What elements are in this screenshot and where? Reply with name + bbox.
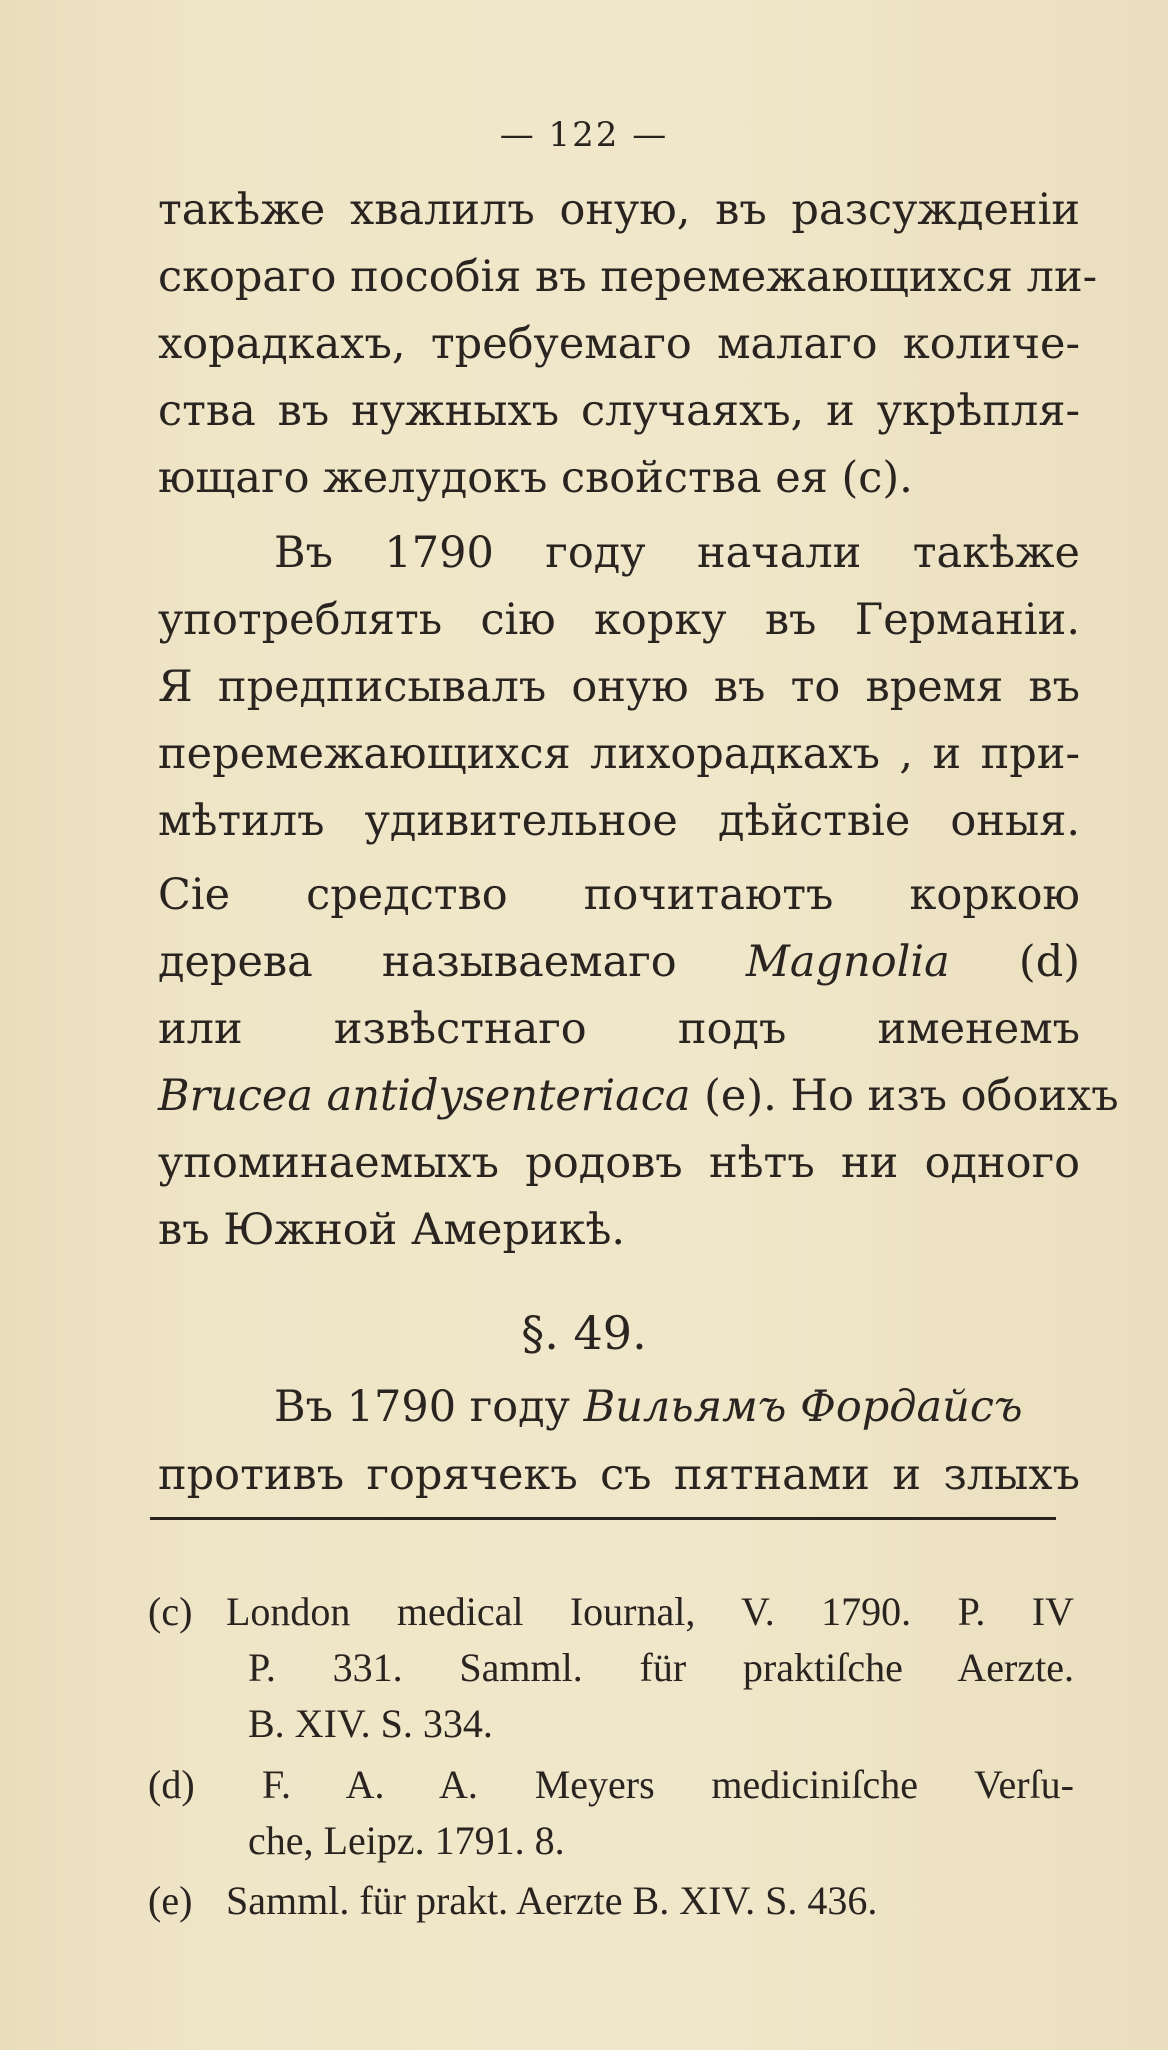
text-span: Въ 1790 году [274,1382,584,1432]
footnote-line: B. XIV. S. 334. [248,1701,493,1746]
latin-term: Brucea antidysenteriaca [158,1071,691,1121]
footnote-line: Samml. für prakt. Aerzte B. XIV. S. 436. [226,1878,878,1923]
text-line: скораго пособія въ перемежающихся ли- [158,252,1098,302]
footnote-mark: (c) [148,1589,193,1634]
text-line: ющаго желудокъ свойства ея (c). [158,453,913,503]
text-line: противъ горячекъ съ пятнами и злыхъ [158,1450,1080,1500]
section-heading: §. 49. [521,1306,647,1360]
footnote-line: London medical Iournal, V. 1790. P. IV [226,1589,1074,1634]
text-line: Сіе средство почитаютъ коркою [158,870,1080,920]
text-span: (e). Но изъ обоихъ [690,1071,1119,1121]
text-line: или извѣстнаго подъ именемъ [158,1004,1080,1054]
page-number: — 122 — [499,115,669,155]
footnote-line: P. 331. Samml. für praktiſche Aerzte. [248,1645,1074,1690]
footnote-divider [150,1517,1056,1520]
text-line: такѣже хвалилъ оную, въ разсужденіи [158,185,1080,235]
text-line [158,929,1080,995]
text-line [158,1063,1119,1129]
text-line: Я предписывалъ оную въ то время въ [158,662,1080,712]
text-line: въ Южной Америкѣ. [158,1205,626,1255]
text-span: дерева называемаго [158,937,746,987]
text-line: хорадкахъ, требуемаго малаго количе- [158,319,1080,369]
text-line: ства въ нужныхъ случаяхъ, и укрѣпля- [158,386,1080,436]
footnote-ref: (d) [949,937,1081,987]
person-name: Вильямъ Фордайсъ [583,1382,1023,1432]
text-line [274,1374,1080,1440]
text-line: употреблять сію корку въ Германіи. [158,595,1080,645]
footnote-mark: (e) [148,1878,193,1923]
text-line: мѣтилъ удивительное дѣйствіе оныя. [158,796,1080,846]
footnote-mark: (d) [148,1762,195,1807]
footnote-line: che, Leipz. 1791. 8. [248,1818,565,1863]
footnote-line: F. A. A. Meyers mediciniſche Verſu- [262,1762,1074,1807]
text-line: упоминаемыхъ родовъ нѣтъ ни одного [158,1138,1080,1188]
latin-term: Magnolia [745,937,950,987]
text-line: Въ 1790 году начали такѣже [274,528,1080,578]
text-line: перемежающихся лихорадкахъ , и при- [158,729,1080,779]
